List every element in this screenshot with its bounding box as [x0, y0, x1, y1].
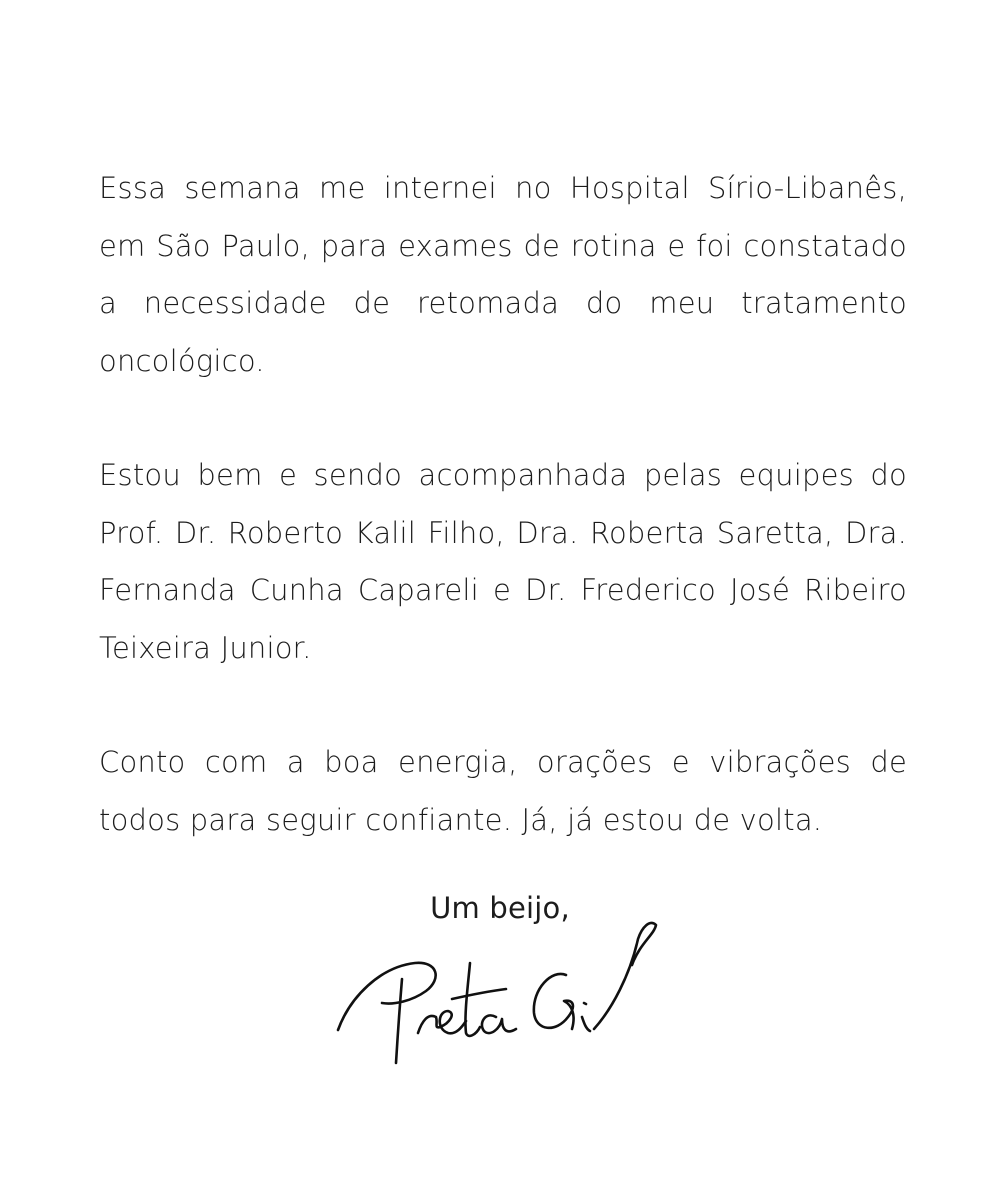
- signature-stroke-g: [534, 974, 574, 1029]
- signature-stroke-r: [418, 1016, 440, 1033]
- signature-stroke-i-dot: [584, 1003, 586, 1004]
- signature-stroke-l: [594, 923, 656, 1029]
- signature-stroke-t-cross: [452, 989, 506, 999]
- handwritten-signature: [320, 905, 680, 1085]
- signature-stroke-p-loop: [338, 963, 436, 1030]
- paragraph-medical-team: Estou bem e sendo acompanhada pelas equipes do Prof. Dr. Roberto Kalil Filho, Dra. Roberta Saretta, Dra. Fernanda Cunha Capareli e Dr. Frederico José Ribeiro Teixeira Junior.: [99, 458, 907, 665]
- signature-stroke-p-stem: [396, 979, 402, 1063]
- signature-stroke-i: [582, 1017, 590, 1031]
- letter-body: [99, 160, 907, 849]
- paragraph-hospitalization: Essa semana me internei no Hospital Sírio-Libanês, em São Paulo, para exames de rotina e foi constatado a necessidade de retomada do meu tratamento oncológico.: [99, 171, 907, 378]
- signature-stroke-e: [440, 1011, 466, 1033]
- signature-stroke-a: [482, 1015, 516, 1033]
- signature-stroke-t-stem: [465, 963, 480, 1036]
- paragraph-closing-message: Conto com a boa energia, orações e vibrações de todos para seguir confiante. Já, já estou de volta.: [99, 745, 907, 837]
- closing-salutation: Um beijo,: [430, 891, 570, 925]
